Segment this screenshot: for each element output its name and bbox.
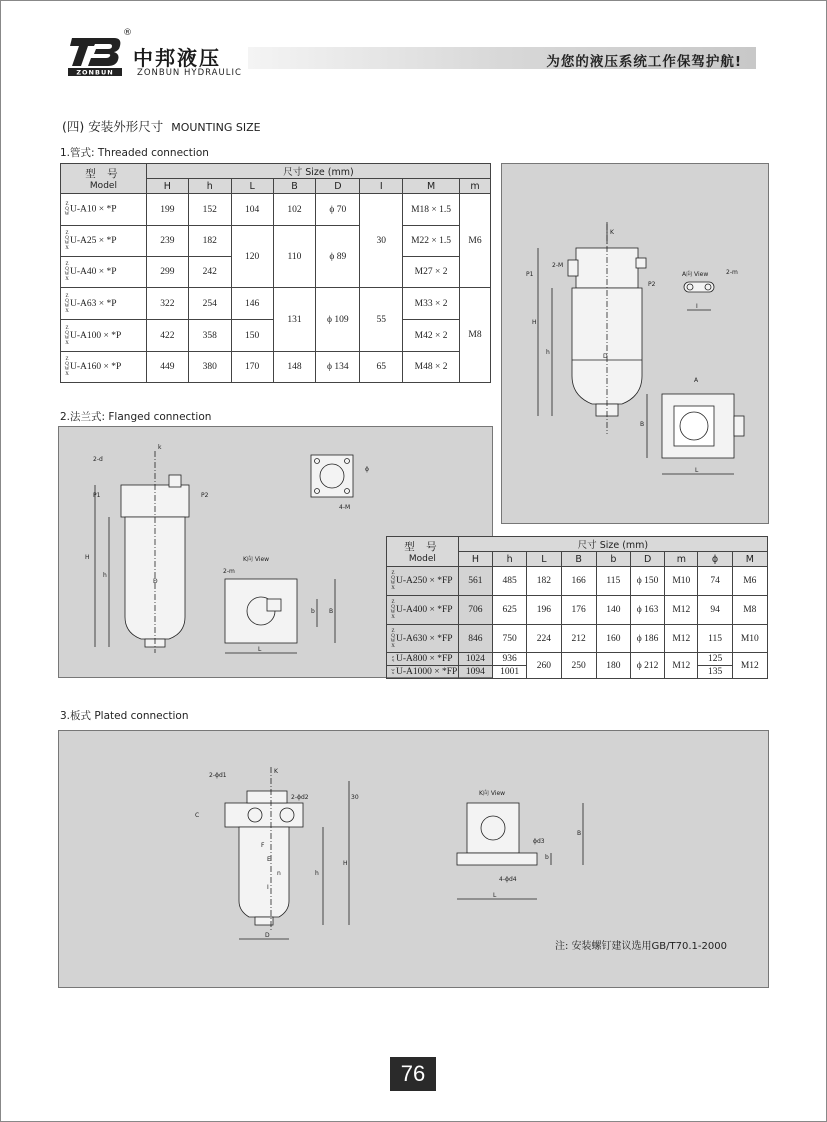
zqwx-stack: Z Q W (64, 202, 70, 217)
svg-text:2-m: 2-m (726, 269, 738, 276)
page-number: 76 (390, 1057, 436, 1091)
zonbun-logo (68, 32, 124, 76)
svg-text:C: C (195, 812, 200, 819)
svg-text:30: 30 (351, 794, 359, 801)
table-row: Z Q W XU-A630 × *FP 846 750 224 212 160 ϕ 186 M12 115 M10 (387, 625, 768, 653)
col-H: H (146, 179, 188, 194)
svg-text:2-m: 2-m (223, 568, 235, 575)
svg-text:ϕd3: ϕd3 (533, 838, 545, 845)
table-row: Z Q W XU-A100 × *P 422 358 150 M42 × 2 (61, 320, 491, 352)
brand-name-en: ZONBUN HYDRAULIC (137, 68, 242, 78)
table-row: Z Q W XU-A250 × *FP 561 485 182 166 115 ϕ 150 M10 74 M6 (387, 567, 768, 596)
threaded-heading: 1.管式: Threaded connection (60, 147, 209, 159)
logo-wordmark: ZONBUN (76, 68, 114, 76)
threaded-filter-drawing (502, 164, 768, 523)
svg-text:D: D (603, 353, 608, 360)
svg-text:h: h (546, 349, 550, 356)
plated-note: 注: 安装螺钉建议选用GB/T70.1-2000 (555, 941, 727, 952)
slogan: 为您的液压系统工作保驾护航! (546, 54, 742, 70)
svg-text:L: L (493, 892, 497, 899)
threaded-spec-table (60, 163, 491, 383)
svg-text:I: I (696, 303, 698, 310)
col-I: I (360, 179, 403, 194)
size-header: 尺寸 Size (mm) (146, 164, 490, 179)
svg-text:B: B (640, 421, 645, 428)
flanged-heading: 2.法兰式: Flanged connection (60, 411, 212, 423)
svg-text:h: h (103, 572, 107, 579)
plated-drawing-panel (58, 730, 769, 988)
svg-text:L: L (258, 646, 262, 653)
table-row: Z Q W XU-A63 × *P 322 254 146 131 ϕ 109 55 M33 × 2 M8 (61, 288, 491, 320)
slogan-bar (248, 47, 756, 69)
svg-text:K: K (610, 229, 614, 236)
brand-name-cn: 中邦液压 (133, 46, 221, 70)
size-header: 尺寸 Size (mm) (458, 537, 767, 552)
svg-text:2-ϕd2: 2-ϕd2 (291, 794, 309, 801)
svg-text:A向 View: A向 View (682, 271, 709, 278)
plated-heading: 3.板式 Plated connection (60, 710, 189, 722)
svg-text:K向 View: K向 View (243, 556, 270, 563)
svg-text:F: F (261, 842, 265, 849)
svg-text:4-ϕd4: 4-ϕd4 (499, 876, 517, 883)
svg-text:I: I (267, 884, 269, 891)
svg-text:H: H (343, 860, 348, 867)
svg-text:b: b (545, 854, 549, 861)
svg-text:P2: P2 (648, 281, 656, 288)
col-M: M (403, 179, 460, 194)
svg-text:P1: P1 (526, 271, 534, 278)
col-h: h (188, 179, 231, 194)
section-title-en: MOUNTING SIZE (171, 121, 261, 134)
table-row: Z Q W XU-A400 × *FP 706 625 196 176 140 ϕ 163 M12 94 M8 (387, 596, 768, 625)
svg-text:D: D (265, 932, 270, 939)
registered-mark: ® (123, 28, 132, 38)
model-header: 型 号 Model (61, 164, 147, 194)
svg-text:P1: P1 (93, 492, 101, 499)
svg-text:2-d: 2-d (93, 456, 103, 463)
svg-text:L: L (695, 467, 699, 474)
svg-text:h: h (315, 870, 319, 877)
model-header: 型 号 Model (387, 537, 459, 567)
svg-text:E: E (267, 856, 271, 863)
svg-text:2-M: 2-M (552, 262, 564, 269)
threaded-drawing-panel (501, 163, 769, 524)
table-row: W X U-A1000 × *FP 1094 1001 135 (387, 666, 768, 679)
svg-text:B: B (329, 608, 334, 615)
table-row: Z Q W XU-A40 × *P 299 242 M27 × 2 (61, 257, 491, 288)
svg-text:P2: P2 (201, 492, 209, 499)
col-L: L (231, 179, 273, 194)
table-row: Z Q WU-A10 × *P 199 152 104 102 ϕ 70 30 M18 × 1.5 M6 (61, 194, 491, 226)
svg-text:H: H (85, 554, 90, 561)
section-title (62, 117, 261, 135)
table-row: Z Q U-A800 × *FP 1024 936 260 250 180 ϕ 212 M12 125 M12 (387, 653, 768, 666)
section-title-cn: (四) 安装外形尺寸 (62, 119, 164, 134)
svg-text:B: B (577, 830, 582, 837)
svg-text:2-ϕd1: 2-ϕd1 (209, 772, 227, 779)
table-row: Z Q W XU-A25 × *P 239 182 120 110 ϕ 89 M22 × 1.5 (61, 226, 491, 257)
col-m: m (460, 179, 491, 194)
svg-text:K向 View: K向 View (479, 790, 506, 797)
svg-text:A: A (694, 377, 699, 384)
flanged-spec-table: 型 号 Model 尺寸 Size (mm) H h L B b D m ϕ M Z Q W XU-A250 × *FP 561 485 182 166 115 ϕ 150 M10 74 M6 Z Q W XU-A400 × *FP 706 625 196 176 140 ϕ 163 M12 94 M8 Z Q W XU-A630 × *FP 846 750 224 212 160 ϕ 186 M12 115 M10 Z Q U-A800 × *FP 1024 936 260 250 180 ϕ 212 M12 125 M12 W X U-A1000 × *FP 1094 1001 135 (386, 536, 768, 679)
table-row: Z Q W XU-A160 × *P 449 380 170 148 ϕ 134 65 M48 × 2 (61, 352, 491, 383)
svg-text:k: k (158, 444, 162, 451)
svg-text:n: n (277, 870, 281, 877)
svg-text:b: b (311, 608, 315, 615)
svg-text:ϕ: ϕ (365, 466, 369, 473)
col-B: B (273, 179, 316, 194)
svg-text:D: D (153, 578, 158, 585)
svg-text:H: H (532, 319, 537, 326)
svg-text:K: K (274, 768, 278, 775)
svg-text:4-M: 4-M (339, 504, 351, 511)
col-D: D (316, 179, 360, 194)
